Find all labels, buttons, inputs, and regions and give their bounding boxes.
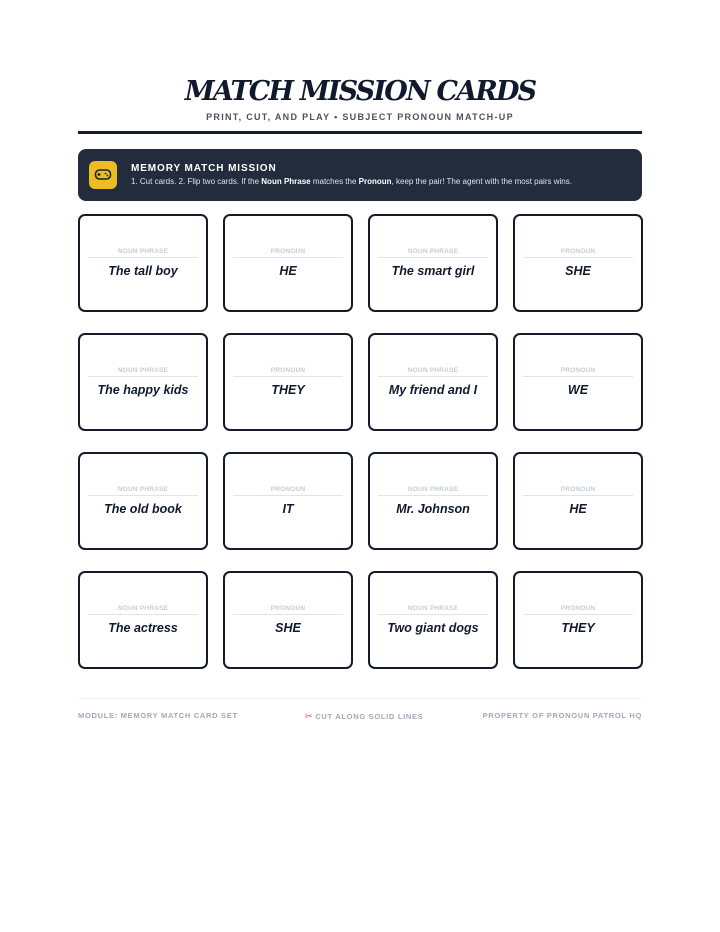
mission-title: MEMORY MATCH MISSION	[131, 163, 277, 174]
page-subtitle: PRINT, CUT, AND PLAY • SUBJECT PRONOUN MATCH-UP	[206, 112, 514, 122]
card-text: SHE	[565, 264, 591, 278]
card-text: The old book	[104, 502, 182, 516]
card-label: NOUN PHRASE	[88, 605, 198, 615]
match-card[interactable]	[513, 333, 643, 431]
page-title: MATCH MISSION CARDS	[184, 76, 536, 107]
card-text: WE	[567, 383, 589, 397]
card-label: NOUN PHRASE	[88, 367, 198, 377]
card-label: PRONOUN	[523, 605, 633, 615]
card-text: The smart girl	[391, 264, 475, 278]
mission-instructions: 1. Cut cards. 2. Flip two cards. If the Noun Phrase matches the Pronoun, keep the pair! The agent with the most pairs wins.	[131, 177, 572, 186]
card-label: NOUN PHRASE	[88, 486, 198, 496]
match-card[interactable]	[223, 333, 353, 431]
match-card[interactable]	[78, 333, 208, 431]
card-label: PRONOUN	[523, 248, 633, 258]
card-label: NOUN PHRASE	[378, 248, 488, 258]
match-card[interactable]	[223, 571, 353, 669]
card-text: HE	[279, 264, 297, 278]
match-card[interactable]	[78, 214, 208, 312]
card-grid	[78, 214, 642, 669]
card-text: The happy kids	[97, 383, 189, 397]
footer-module: MODULE: MEMORY MATCH CARD SET	[78, 711, 238, 720]
match-card[interactable]	[78, 452, 208, 550]
noun-phrase-term: Noun Phrase	[261, 177, 311, 186]
card-label: NOUN PHRASE	[378, 605, 488, 615]
card-text: The actress	[108, 621, 178, 635]
card-text: Two giant dogs	[387, 621, 479, 635]
match-card[interactable]	[368, 333, 498, 431]
header-divider	[78, 131, 642, 134]
card-text: My friend and I	[388, 383, 478, 397]
card-text: THEY	[561, 621, 595, 635]
pronoun-term: Pronoun	[358, 177, 392, 186]
match-card[interactable]	[513, 571, 643, 669]
match-card[interactable]	[223, 452, 353, 550]
card-text: The tall boy	[108, 264, 178, 278]
card-label: PRONOUN	[233, 367, 343, 377]
scissors-icon: ✂	[305, 711, 314, 721]
card-text: Mr. Johnson	[396, 502, 470, 516]
match-card[interactable]	[78, 571, 208, 669]
match-card[interactable]	[368, 214, 498, 312]
card-label: PRONOUN	[233, 248, 343, 258]
card-label: NOUN PHRASE	[88, 248, 198, 258]
card-label: PRONOUN	[233, 486, 343, 496]
mission-banner	[78, 149, 642, 201]
match-card[interactable]	[368, 452, 498, 550]
footer-divider	[78, 698, 642, 699]
footer-cut-note: ✂ CUT ALONG SOLID LINES	[305, 711, 424, 721]
match-card[interactable]	[513, 214, 643, 312]
card-label: NOUN PHRASE	[378, 367, 488, 377]
card-text: SHE	[275, 621, 301, 635]
card-text: HE	[569, 502, 587, 516]
match-card[interactable]	[368, 571, 498, 669]
card-text: THEY	[271, 383, 305, 397]
gamepad-icon	[89, 161, 117, 189]
match-card[interactable]	[223, 214, 353, 312]
card-label: PRONOUN	[523, 367, 633, 377]
card-label: NOUN PHRASE	[378, 486, 488, 496]
card-text: IT	[282, 502, 294, 516]
card-label: PRONOUN	[523, 486, 633, 496]
match-card[interactable]	[513, 452, 643, 550]
footer-property: PROPERTY OF PRONOUN PATROL HQ	[482, 711, 642, 720]
card-label: PRONOUN	[233, 605, 343, 615]
